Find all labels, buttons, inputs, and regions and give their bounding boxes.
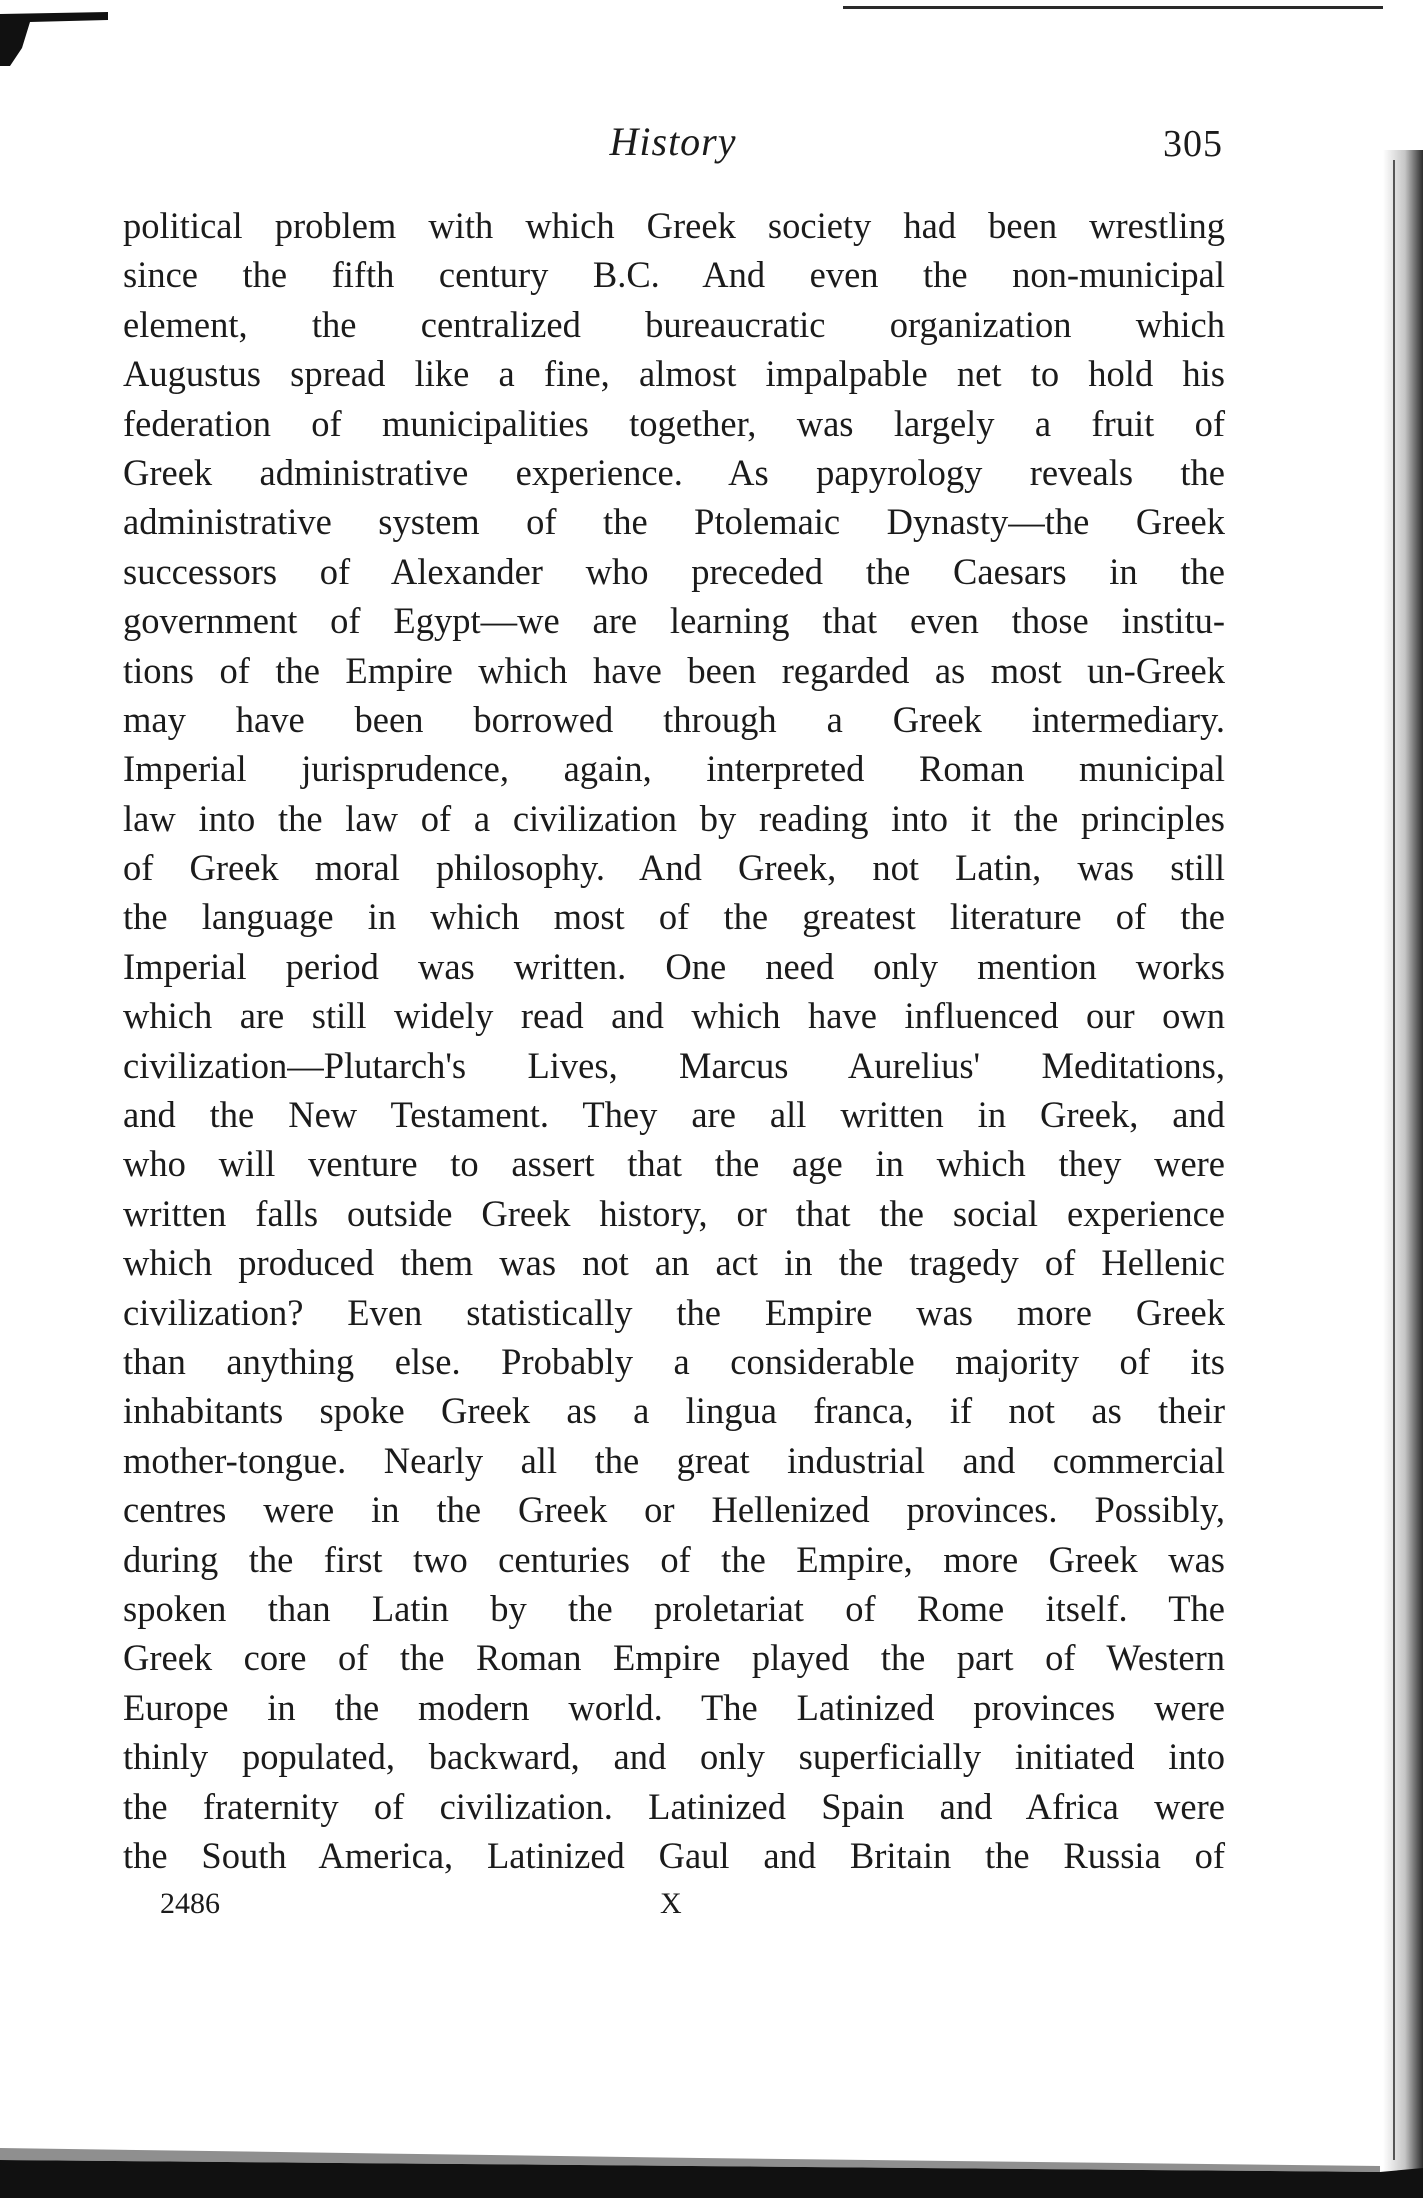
text-line-content: the language in which most of the greatest literature of the [123, 896, 1225, 938]
body-text [123, 201, 1225, 1880]
text-line [123, 646, 1225, 695]
text-line-content: successors of Alexander who preceded the Caesars in the [123, 550, 1225, 592]
text-line [123, 1238, 1225, 1287]
text-line [123, 1535, 1225, 1584]
text-line-content: during the first two centuries of the Empire, more Greek was [123, 1538, 1225, 1580]
print-code: 2486 [160, 1887, 220, 1920]
text-line-content: mother-tongue. Nearly all the great industrial and commercial [123, 1439, 1225, 1481]
text-line [123, 695, 1225, 744]
text-line-content: of Greek moral philosophy. And Greek, not Latin, was still [123, 847, 1225, 889]
scan-corner-mark [0, 8, 110, 68]
page-footer [160, 1887, 760, 1927]
text-line [123, 547, 1225, 596]
text-line [123, 1041, 1225, 1090]
running-head [123, 118, 1223, 174]
text-line-content: Europe in the modern world. The Latinized provinces were [123, 1686, 1225, 1728]
text-line-content: Greek administrative experience. As papyrology reveals the [123, 451, 1225, 493]
text-line-content: centres were in the Greek or Hellenized provinces. Possibly, [123, 1489, 1225, 1531]
scan-right-edge-line [1393, 160, 1395, 2160]
text-line-content: civilization—Plutarch's Lives, Marcus Aurelius' Meditations, [123, 1044, 1225, 1086]
text-line [123, 1139, 1225, 1188]
text-line [123, 942, 1225, 991]
text-line-content: Augustus spread like a fine, almost impalpable net to hold his [123, 353, 1225, 395]
text-line-content: tions of the Empire which have been regarded as most un-Greek [123, 649, 1225, 691]
text-line [123, 250, 1225, 299]
text-line [123, 399, 1225, 448]
text-line-content: administrative system of the Ptolemaic Dynasty—the Greek [123, 501, 1225, 543]
text-line [123, 300, 1225, 349]
text-line-content: spoken than Latin by the proletariat of Rome itself. The [123, 1587, 1225, 1629]
scan-bottom-edge-bar [0, 2128, 1423, 2198]
text-line [123, 1683, 1225, 1732]
text-line [123, 349, 1225, 398]
text-line-content: and the New Testament. They are all written in Greek, and [123, 1094, 1225, 1136]
text-line-content: law into the law of a civilization by reading into it the principles [123, 797, 1225, 839]
text-line [123, 1633, 1225, 1682]
text-line [123, 497, 1225, 546]
text-line [123, 1782, 1225, 1831]
text-line-content: inhabitants spoke Greek as a lingua franca, if not as their [123, 1390, 1225, 1432]
text-line [123, 843, 1225, 892]
text-line-content: government of Egypt—we are learning that even those institu- [123, 600, 1225, 642]
text-line-content: since the fifth century B.C. And even the non-municipal [123, 254, 1225, 296]
text-line [123, 892, 1225, 941]
text-line [123, 201, 1225, 250]
text-line-content: element, the centralized bureaucratic organization which [123, 303, 1225, 345]
text-line-content: which produced them was not an act in the tragedy of Hellenic [123, 1242, 1225, 1284]
text-line-content: federation of municipalities together, was largely a fruit of [123, 402, 1225, 444]
text-line [123, 991, 1225, 1040]
text-line [123, 1732, 1225, 1781]
text-line-content: political problem with which Greek society had been wrestling [123, 205, 1225, 246]
running-title: History [609, 119, 737, 164]
text-line-content: than anything else. Probably a considerable majority of its [123, 1340, 1225, 1382]
text-line [123, 1288, 1225, 1337]
text-line [123, 1386, 1225, 1435]
text-line [123, 1436, 1225, 1485]
text-line [123, 1831, 1225, 1880]
text-line [123, 1090, 1225, 1139]
signature-mark: X [660, 1887, 682, 1920]
text-line-content: Imperial period was written. One need only mention works [123, 945, 1225, 987]
text-line [123, 1584, 1225, 1633]
text-line [123, 596, 1225, 645]
text-line [123, 794, 1225, 843]
page-number: 305 [1163, 123, 1223, 165]
text-line [123, 1485, 1225, 1534]
scan-right-edge-shadow [1383, 150, 1423, 2190]
text-line-content: which are still widely read and which have influenced our own [123, 995, 1225, 1037]
text-line [123, 744, 1225, 793]
text-line [123, 1189, 1225, 1238]
text-line [123, 1337, 1225, 1386]
text-line-content: Greek core of the Roman Empire played the part of Western [123, 1637, 1225, 1679]
text-line-content: civilization? Even statistically the Empire was more Greek [123, 1291, 1225, 1333]
text-line-content: Imperial jurisprudence, again, interpreted Roman municipal [123, 748, 1225, 790]
text-line-content: the South America, Latinized Gaul and Britain the Russia of [123, 1834, 1225, 1876]
text-line-content: thinly populated, backward, and only superficially initiated into [123, 1736, 1225, 1778]
text-line-content: may have been borrowed through a Greek intermediary. [123, 698, 1225, 740]
text-line-content: the fraternity of civilization. Latinized Spain and Africa were [123, 1785, 1225, 1827]
text-line [123, 448, 1225, 497]
text-line-content: written falls outside Greek history, or that the social experience [123, 1192, 1225, 1234]
scan-top-rule [843, 6, 1383, 9]
text-line-content: who will venture to assert that the age in which they were [123, 1143, 1225, 1185]
